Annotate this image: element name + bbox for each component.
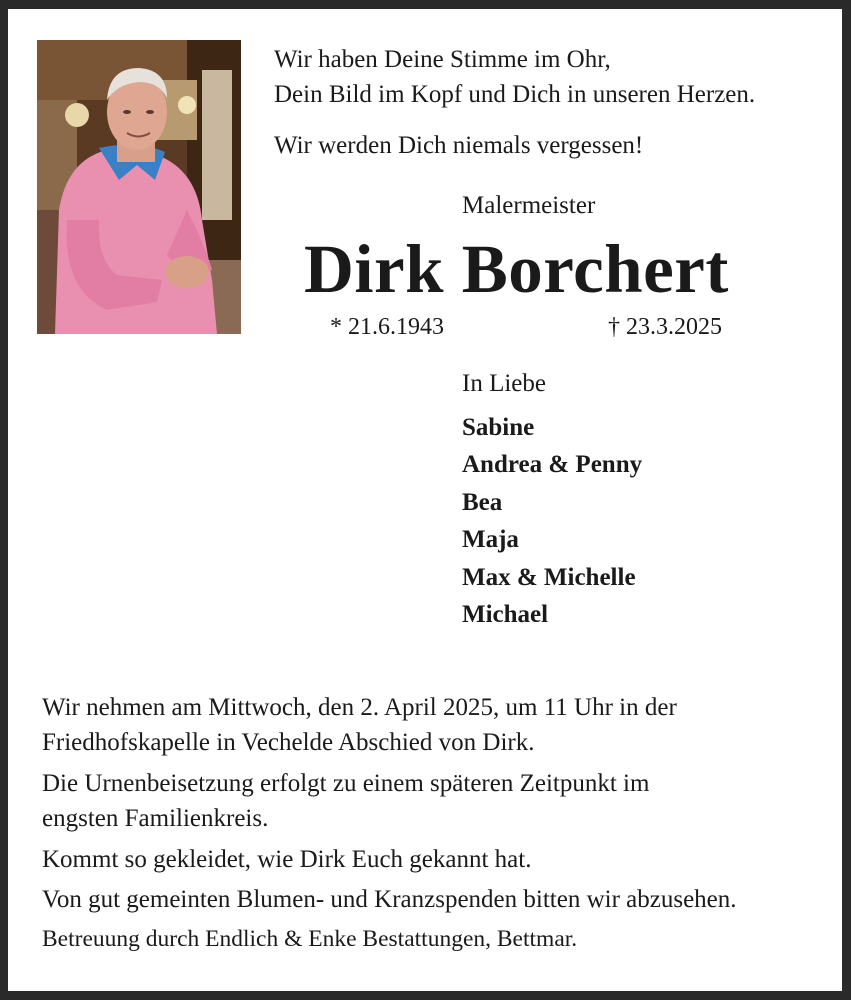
obituary-notice: [8, 9, 842, 991]
quote-line-2: Dein Bild im Kopf und Dich in unseren Herzen.: [274, 81, 756, 108]
death-date: † 23.3.2025: [608, 314, 722, 340]
portrait-photo: [37, 40, 241, 334]
birth-date: * 21.6.1943: [330, 314, 444, 340]
deceased-name: Dirk Borchert: [304, 231, 729, 307]
funeral-info: [42, 690, 832, 760]
undertaker-note: Betreuung durch Endlich & Enke Bestattungen, Bettmar.: [42, 926, 578, 952]
mourners-intro: In Liebe: [462, 370, 546, 397]
dress-note: Kommt so gekleidet, wie Dirk Euch gekannt hat.: [42, 846, 532, 873]
urn-line-2: engsten Familienkreis.: [42, 805, 269, 832]
flowers-note: Von gut gemeinten Blumen- und Kranzspenden bitten wir abzusehen.: [42, 886, 737, 913]
funeral-line-1: Wir nehmen am Mittwoch, den 2. April 2025, um 11 Uhr in der: [42, 694, 677, 721]
mourner-name: Bea: [462, 488, 503, 516]
mourners-list: [462, 409, 642, 633]
mourner-name: Sabine: [462, 414, 535, 441]
urn-info: [42, 766, 832, 836]
mourner-name: Max & Michelle: [462, 563, 636, 591]
mourner-name: Michael: [462, 601, 549, 629]
mourner-name: Maja: [462, 526, 519, 554]
funeral-line-2: Friedhofskapelle in Vechelde Abschied von Dirk.: [42, 729, 535, 756]
memorial-quote-closing: Wir werden Dich niemals vergessen!: [274, 132, 644, 159]
quote-line-1: Wir haben Deine Stimme im Ohr,: [274, 46, 611, 73]
funeral-notice: [42, 690, 832, 963]
urn-line-1: Die Urnenbeisetzung erfolgt zu einem späteren Zeitpunkt im: [42, 770, 650, 797]
memorial-quote: [274, 42, 755, 112]
deceased-profession: Malermeister: [462, 192, 596, 219]
mourner-name: Andrea & Penny: [462, 451, 643, 479]
